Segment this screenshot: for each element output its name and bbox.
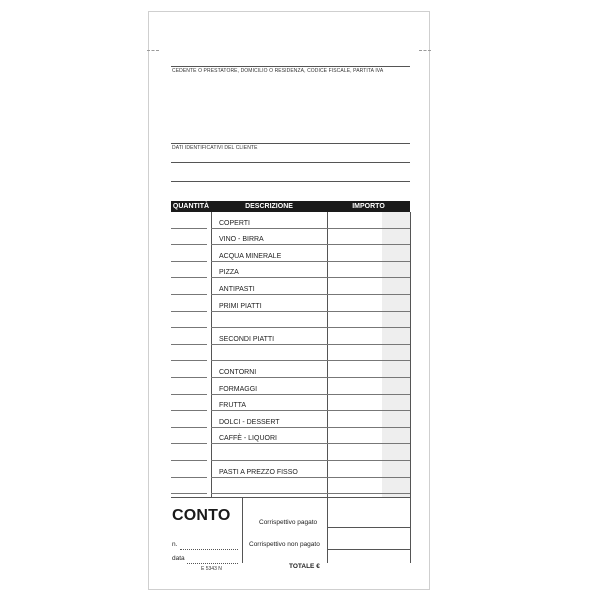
- unpaid-label: Corrispettivo non pagato: [249, 541, 320, 548]
- paid-label: Corrispettivo pagato: [259, 519, 318, 526]
- table-row: [171, 444, 410, 461]
- footer-divider-right: [410, 497, 411, 563]
- row-description: PASTI A PREZZO FISSO: [219, 468, 298, 476]
- perforation-left: [147, 50, 159, 51]
- footer-top-line: [171, 497, 410, 498]
- product-code: E 5343 N: [201, 566, 222, 572]
- row-description: PRIMI PIATTI: [219, 302, 262, 310]
- table-row: [171, 312, 410, 329]
- table-row: [171, 461, 410, 478]
- table-header: [171, 201, 410, 212]
- row-description: CONTORNI: [219, 368, 257, 376]
- row-description: CAFFÈ - LIQUORI: [219, 435, 277, 443]
- row-description: FORMAGGI: [219, 385, 258, 393]
- table-row: [171, 361, 410, 378]
- row-description: DOLCI - DESSERT: [219, 418, 280, 426]
- table-row: [171, 411, 410, 428]
- table-row: [171, 229, 410, 246]
- total-label: TOTALE €: [289, 563, 320, 570]
- col-amount: IMPORTO: [352, 203, 385, 210]
- row-description: ACQUA MINERALE: [219, 252, 282, 260]
- client-line-2: [171, 162, 410, 163]
- footer-divider: [242, 497, 243, 563]
- row-description: COPERTI: [219, 219, 250, 227]
- row-description: ANTIPASTI: [219, 285, 255, 293]
- issuer-line: [171, 66, 410, 67]
- row-description: SECONDI PIATTI: [219, 335, 275, 343]
- client-line-top: [171, 143, 410, 144]
- desc-cell-line: [211, 493, 327, 494]
- row-description: VINO - BIRRA: [219, 236, 264, 244]
- receipt-form: [148, 11, 430, 590]
- table-row: [171, 478, 410, 495]
- amount-cell-line: [327, 493, 382, 494]
- row-description: FRUTTA: [219, 402, 247, 410]
- unpaid-line[interactable]: [327, 549, 410, 550]
- date-field[interactable]: [187, 563, 238, 564]
- qty-cell-line: [171, 493, 207, 494]
- date-label: data: [172, 555, 185, 562]
- table-row: [171, 345, 410, 362]
- table-row: [171, 212, 410, 229]
- issuer-label: CEDENTE O PRESTATORE, DOMICILIO O RESIDENZA, CODICE FISCALE, PARTITA IVA: [172, 68, 384, 74]
- conto-title: CONTO: [172, 507, 231, 524]
- footer-divider-amount: [327, 497, 328, 563]
- table-row: [171, 245, 410, 262]
- col-quantity: QUANTITÀ: [172, 203, 210, 210]
- table-row: [171, 378, 410, 395]
- cents-cell-line: [382, 493, 410, 494]
- table-row: [171, 428, 410, 445]
- table-row: [171, 295, 410, 312]
- table-row: [171, 278, 410, 295]
- client-label: DATI IDENTIFICATIVI DEL CLIENTE: [172, 145, 258, 151]
- client-line-3: [171, 181, 410, 182]
- col-description: DESCRIZIONE: [245, 203, 293, 210]
- items-table: [171, 201, 410, 497]
- number-field[interactable]: [180, 549, 238, 550]
- table-row: [171, 262, 410, 279]
- table-row: [171, 395, 410, 412]
- divider-right: [410, 212, 411, 497]
- perforation-right: [419, 50, 431, 51]
- table-row: [171, 328, 410, 345]
- paid-line[interactable]: [327, 527, 410, 528]
- row-description: PIZZA: [219, 269, 239, 277]
- number-label: n.: [172, 541, 178, 548]
